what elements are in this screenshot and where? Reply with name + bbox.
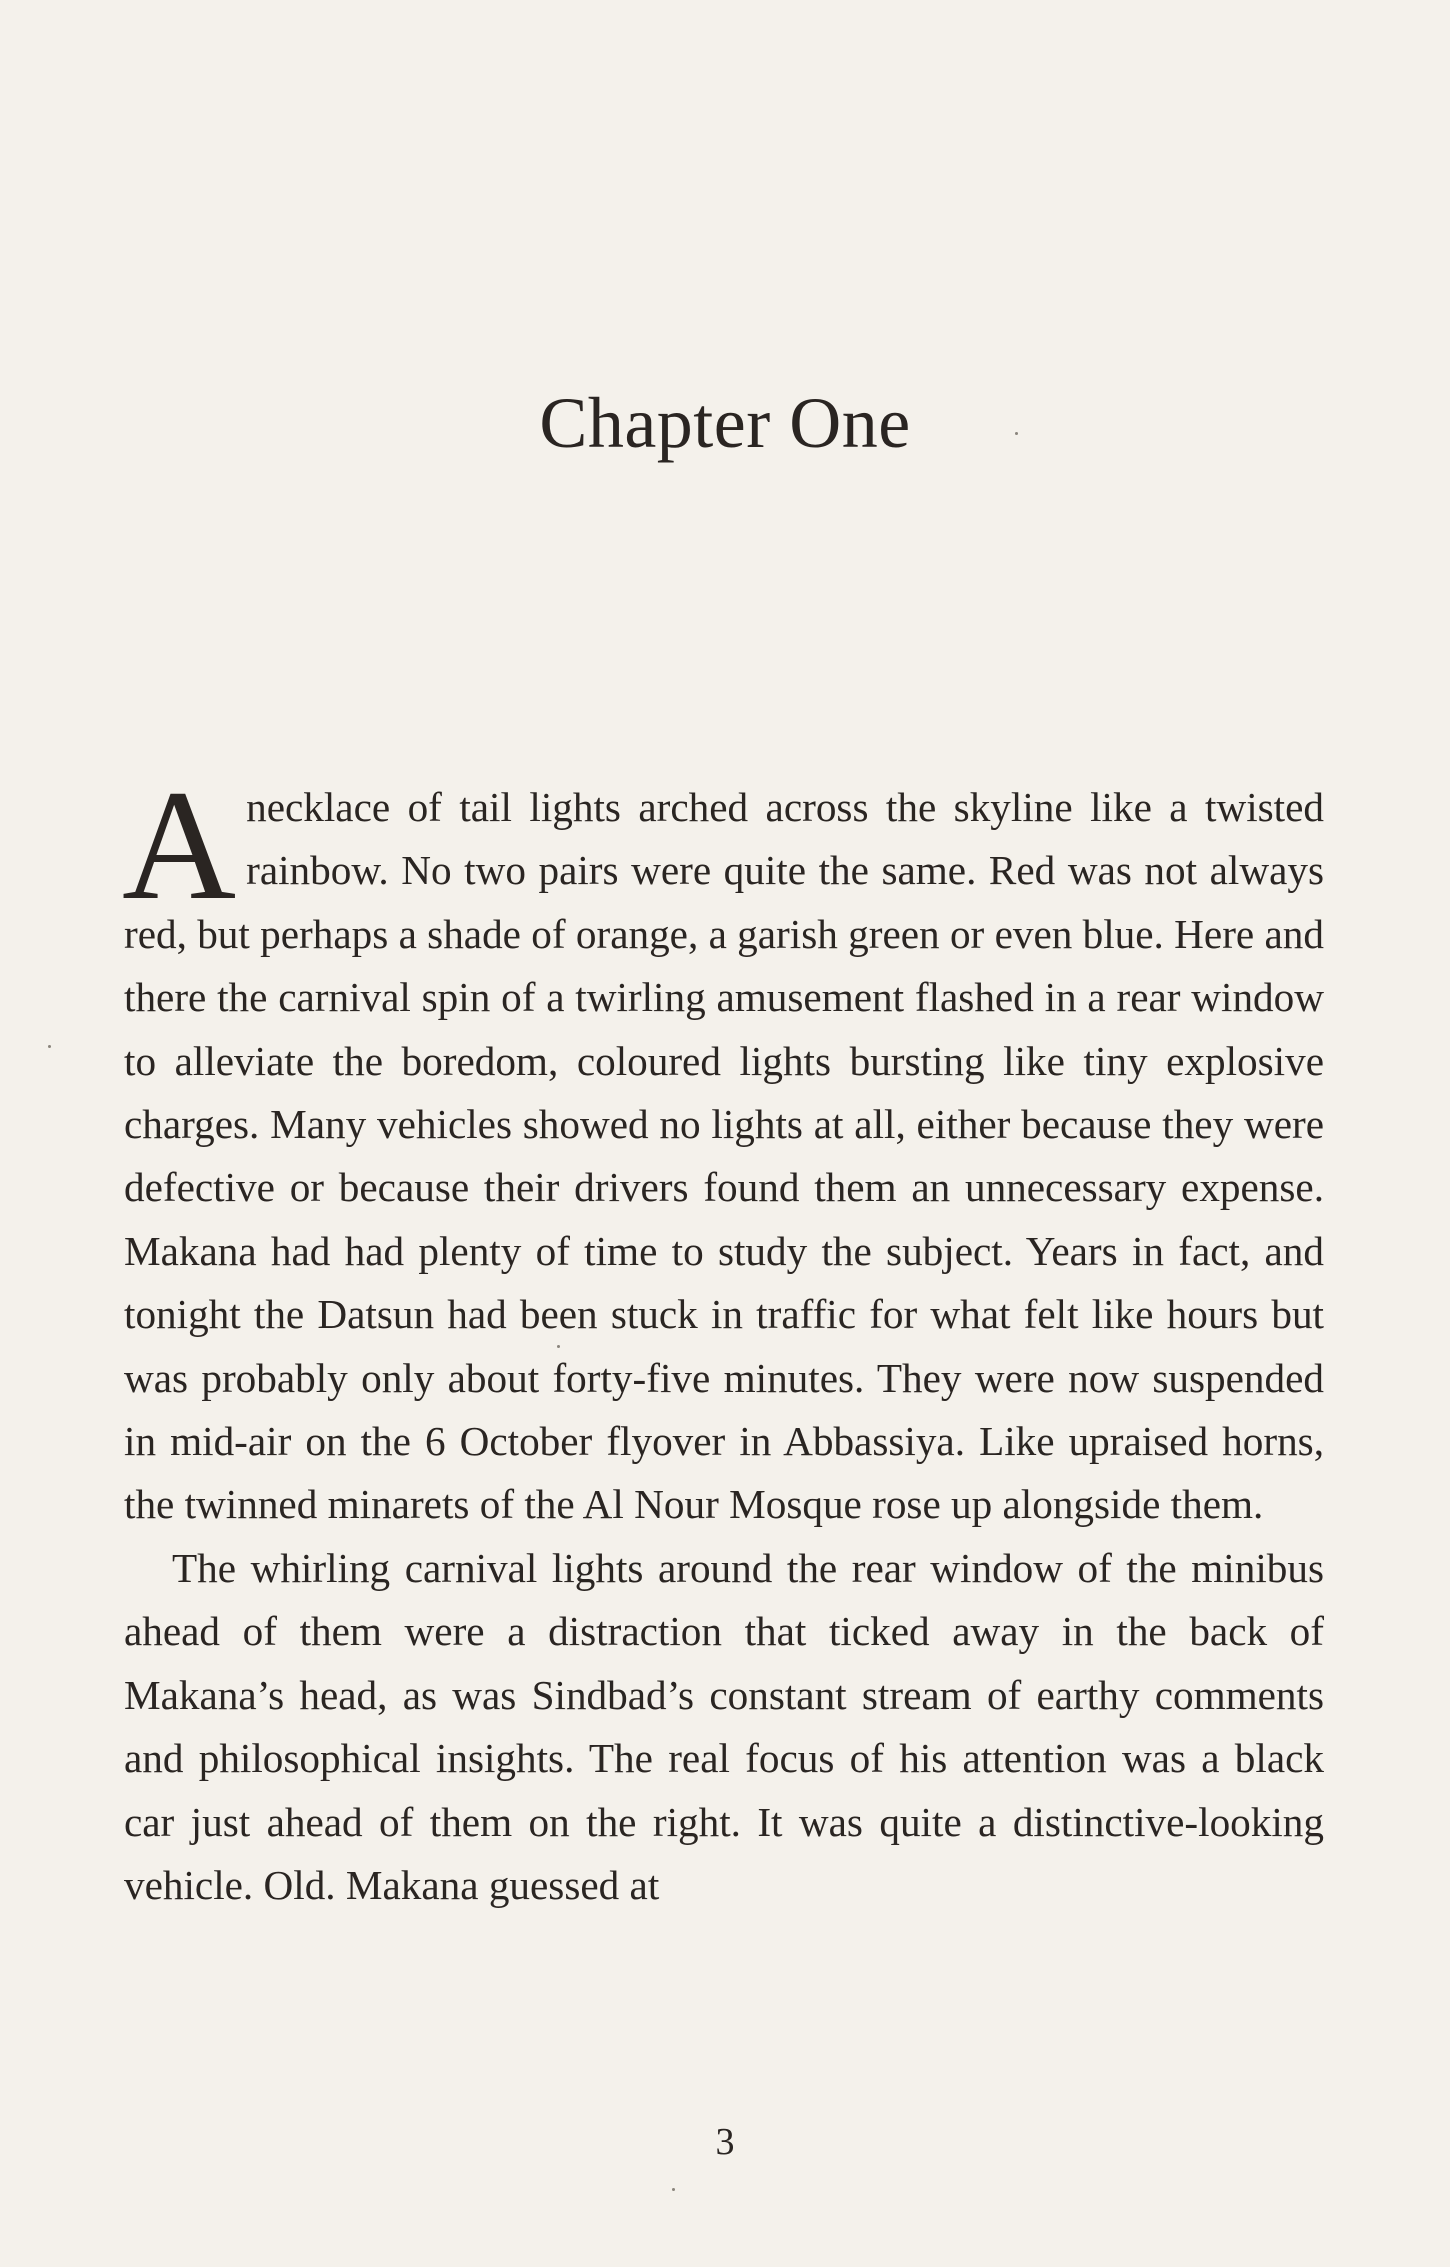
paragraph-2: The whirling carnival lights around the rear window of the minibus ahead of them were a distraction that ticked away in the back of Makana’s head, as was Sindbad’s constant stream of earthy comments and philosophical insights. The real focus of his attention was a black car just ahead of them on the right. It was quite a distinctive-looking vehicle. Old. Makana guessed at — [124, 1544, 1324, 1908]
drop-cap: A — [122, 758, 237, 933]
print-speck — [48, 1045, 51, 1048]
paragraph-1-text: necklace of tail lights arched across the skyline like a twisted rainbow. No two pairs were quite the same. Red was not always red, but perhaps a shade of orange, a garish green or even blue. Here and there the carnival spin of a twirling amusement flashed in a rear window to alleviate the boredom, coloured lights bursting like tiny explosive charges. Many vehicles showed no lights at all, either because they were defective or because their drivers found them an unnecessary expense. Makana had had plenty of time to study the subject. Years in fact, and tonight the Datsun had been stuck in traffic for what felt like hours but was probably only about forty-five minutes. They were now suspended in mid-air on the 6 October flyover in Abbassiya. Like upraised horns, the twinned minarets of the Al Nour Mosque rose up alongside them. — [124, 784, 1324, 1528]
print-speck — [1015, 432, 1018, 435]
chapter-body — [122, 758, 1324, 1917]
print-speck — [557, 1345, 560, 1348]
chapter-title: Chapter One — [539, 383, 911, 463]
page-number: 3 — [715, 2121, 735, 2163]
print-speck — [672, 2188, 675, 2191]
paragraph-1 — [122, 758, 1324, 1537]
